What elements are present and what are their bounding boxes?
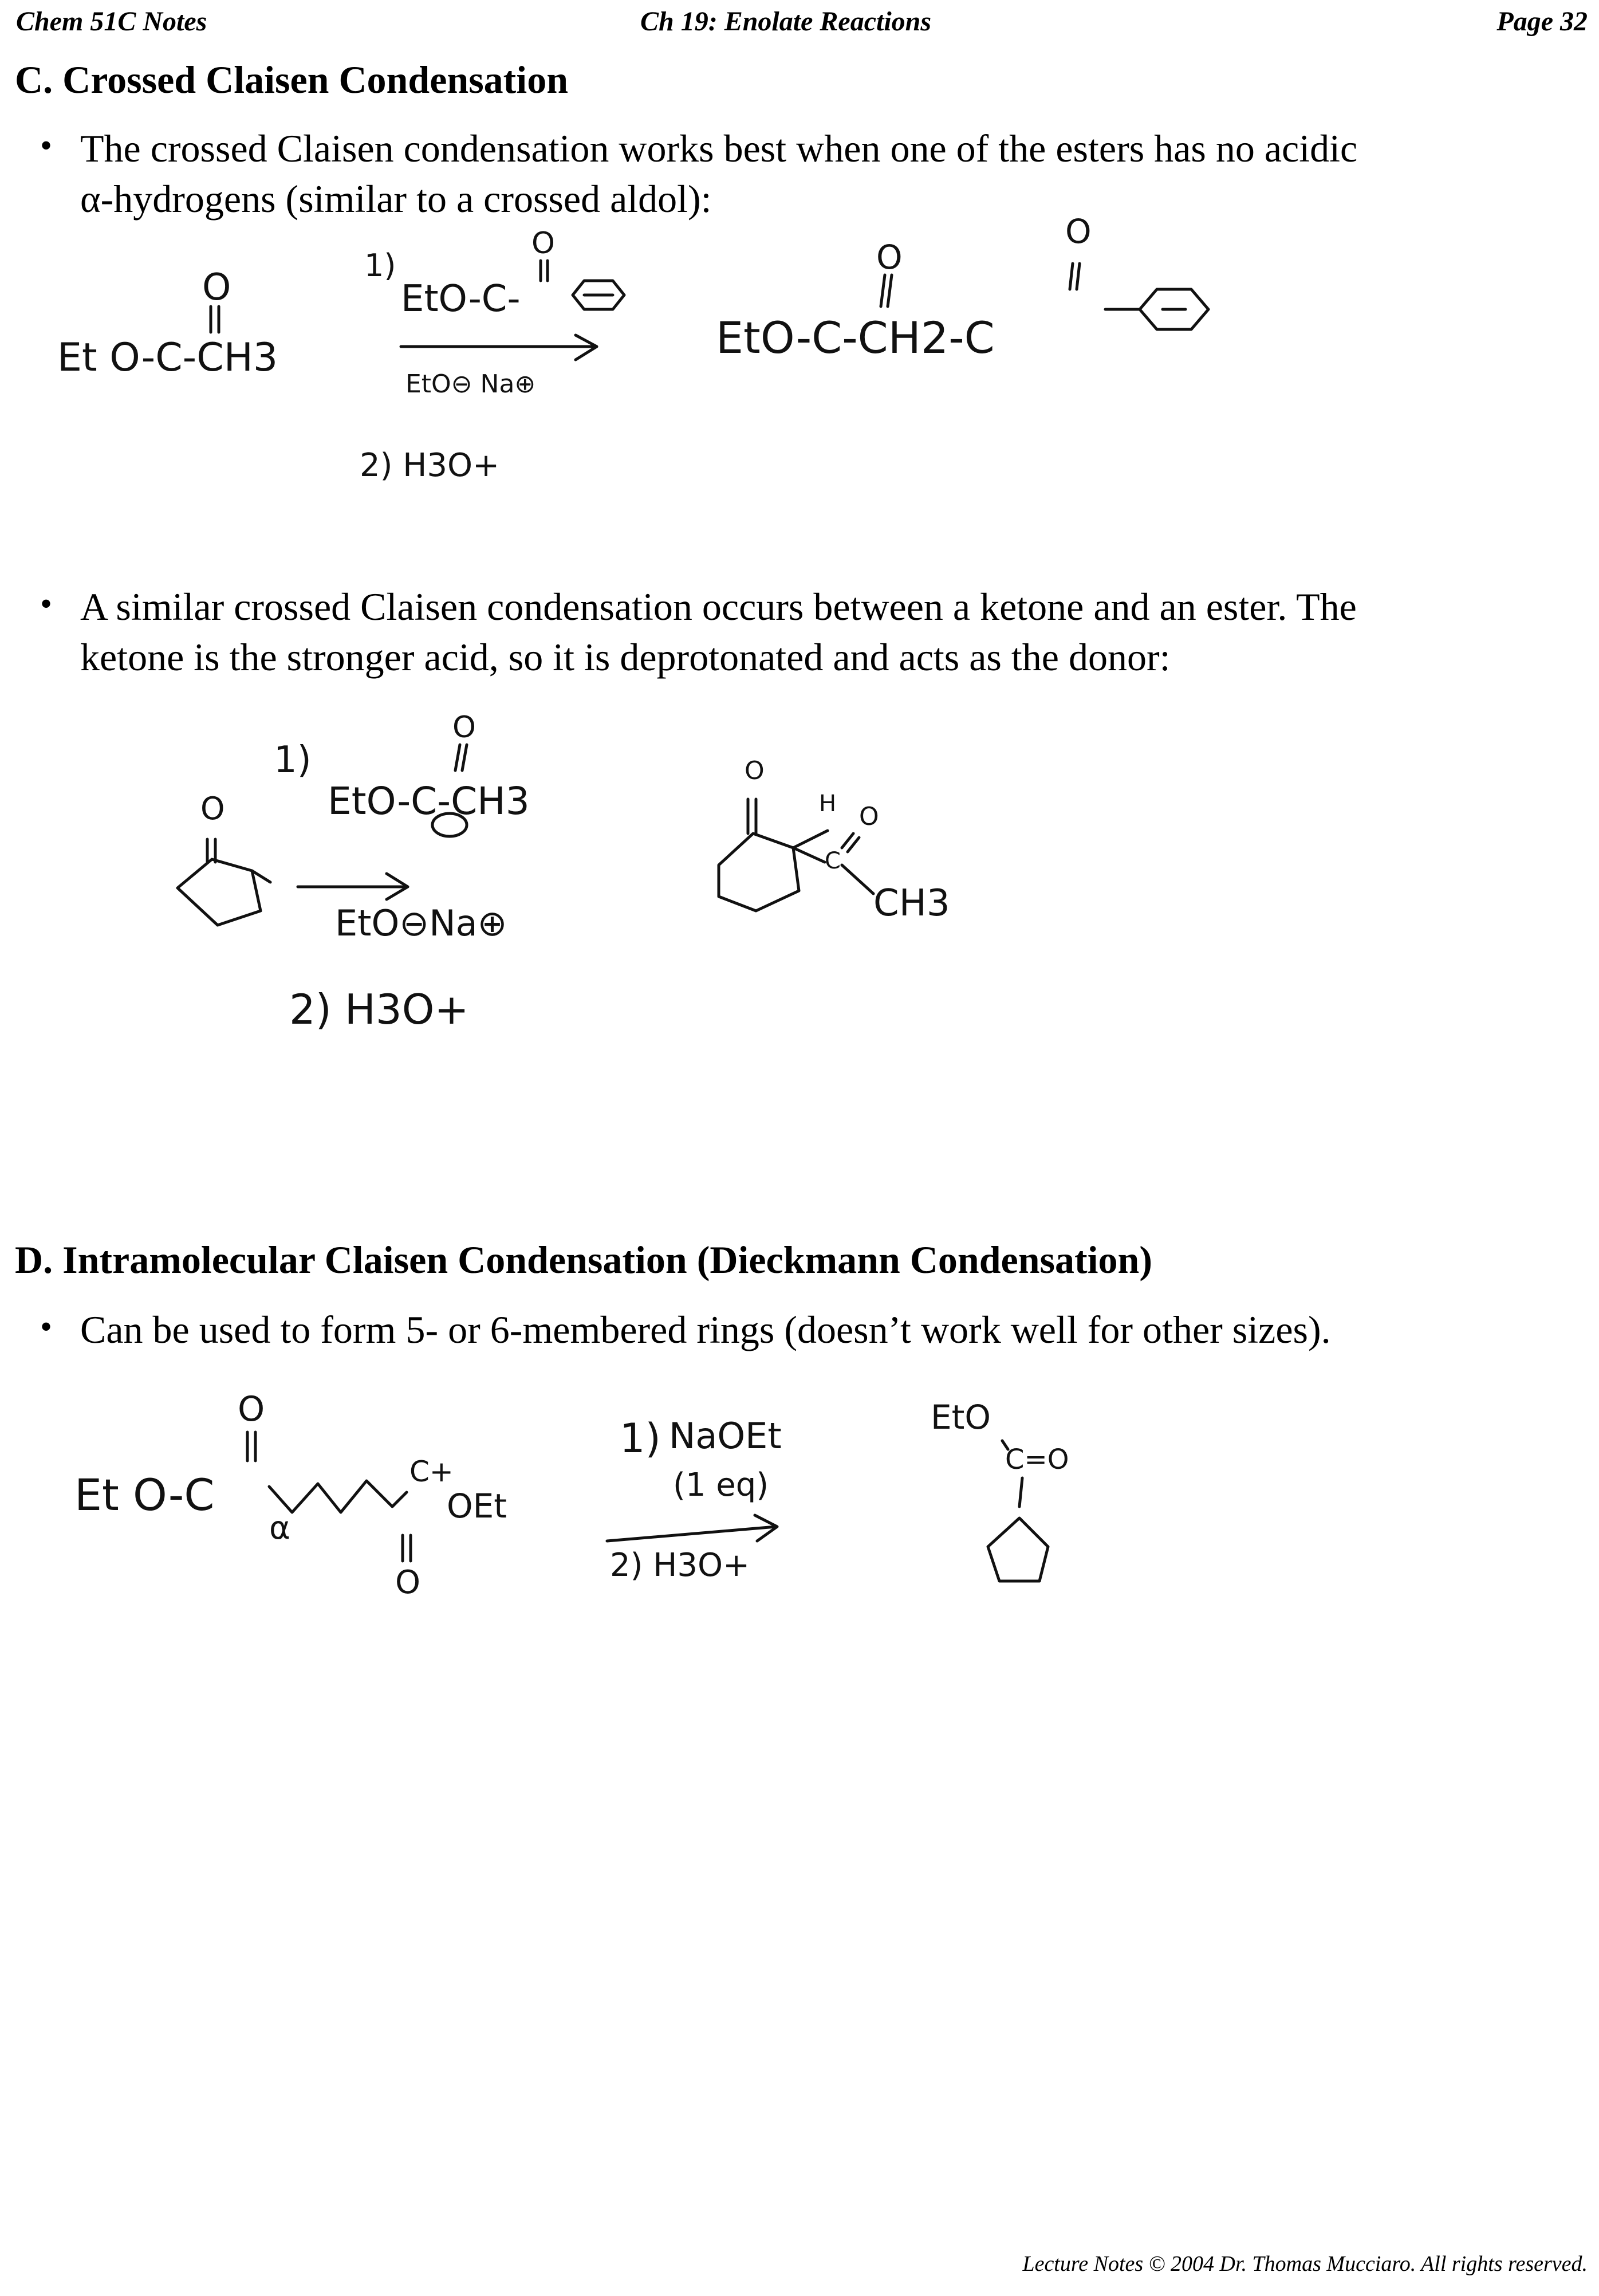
r3-equivalents: (1 eq) <box>673 1467 769 1504</box>
section-d-bullet1: Can be used to form 5- or 6-membered rings (doesn’t work well for other sizes). <box>80 1308 1331 1351</box>
r2-reagent: EtO-C-CH3 <box>328 779 530 823</box>
bullet-icon: • <box>40 585 53 623</box>
header-chapter: Ch 19: Enolate Reactions <box>640 6 932 37</box>
r2-step1: 1) <box>274 739 312 781</box>
header-page-number: Page 32 <box>1496 6 1588 37</box>
section-c-bullet1-line1: The crossed Claisen condensation works best when one of the esters has no acidic <box>80 127 1358 170</box>
r1-reactant: Et O-C-CH3 <box>57 335 278 380</box>
section-c-bullet2-line2: ketone is the stronger acid, so it is deprotonated and acts as the donor: <box>80 635 1171 679</box>
r3-reactant-left: Et O-C <box>74 1469 215 1520</box>
section-d-title: D. Intramolecular Claisen Condensation (Dieckmann Condensation) <box>15 1238 1153 1281</box>
bullet-icon: • <box>40 1308 53 1346</box>
r2-product-oxygen-1: O <box>745 756 765 785</box>
r1-reactant-oxygen: O <box>202 266 231 309</box>
section-c-bullet2-line1: A similar crossed Claisen condensation occurs between a ketone and an ester. The <box>80 585 1357 628</box>
r3-cyclopentane-ring <box>988 1518 1048 1581</box>
r3-product-co: C=O <box>1005 1444 1069 1476</box>
r3-reaction-arrow <box>607 1527 776 1541</box>
r1-product-oxygen-1: O <box>876 238 903 277</box>
r2-product-oxygen-2: O <box>859 802 879 831</box>
r1-reagent-oxygen: O <box>531 226 555 261</box>
r2-reagent-oxygen: O <box>452 710 476 745</box>
r2-product-ring <box>719 834 799 911</box>
r1-product-oxygen-2: O <box>1065 212 1092 251</box>
r2-cyclopentanone-ring <box>178 859 261 925</box>
r1-reagent: EtO-C- <box>401 278 521 320</box>
r3-ct: C+ <box>409 1455 454 1488</box>
r3-reactant-oxygen-top: O <box>238 1389 265 1429</box>
section-c-bullet1-line2: α-hydrogens (similar to a crossed aldol): <box>80 177 712 221</box>
header-course: Chem 51C Notes <box>16 6 207 37</box>
r3-alpha: α <box>269 1509 290 1547</box>
r2-base: EtO⊖Na⊕ <box>335 902 507 944</box>
r3-step2: 2) H3O+ <box>610 1547 750 1584</box>
r2-step2: 2) H3O+ <box>289 985 469 1033</box>
r1-step2: 2) H3O+ <box>360 447 500 484</box>
r1-base: EtO⊖ Na⊕ <box>405 369 536 399</box>
r1-step1: 1) <box>364 247 396 284</box>
bullet-icon: • <box>40 127 53 164</box>
r3-reactant-oxygen-bottom: O <box>395 1564 421 1601</box>
r3-step1: 1) <box>620 1415 661 1462</box>
r3-zigzag-chain <box>269 1481 407 1512</box>
section-c-title: C. Crossed Claisen Condensation <box>15 58 569 101</box>
r3-product-eto: EtO <box>931 1398 991 1437</box>
r1-product: EtO-C-CH2-C <box>716 312 995 363</box>
r2-product-c: C <box>825 848 841 874</box>
r2-product-ch3: CH3 <box>873 882 950 925</box>
r3-reagent: NaOEt <box>669 1415 782 1457</box>
r3-reactant-right: OEt <box>447 1487 507 1526</box>
r2-product-h: H <box>819 791 837 817</box>
footer-copyright: Lecture Notes © 2004 Dr. Thomas Mucciaro. All rights reserved. <box>1022 2252 1588 2276</box>
r2-carbocation-circle <box>432 813 467 836</box>
r2-ketone-oxygen: O <box>200 791 225 827</box>
